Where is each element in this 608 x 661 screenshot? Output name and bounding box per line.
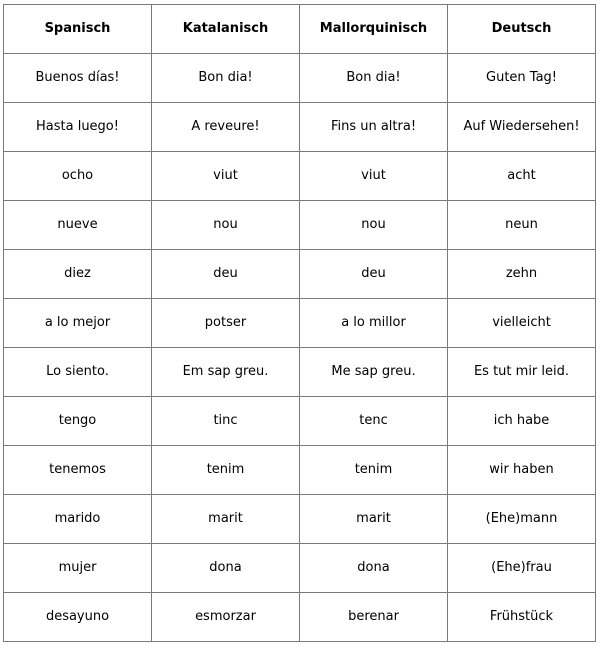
cell-german: ich habe [448,397,596,446]
header-mallorcan: Mallorquinisch [300,5,448,54]
header-row [4,5,596,54]
cell-german: neun [448,201,596,250]
cell-german: Guten Tag! [448,54,596,103]
cell-catalan: Bon dia! [152,54,300,103]
cell-catalan: A reveure! [152,103,300,152]
cell-catalan: viut [152,152,300,201]
cell-german: vielleicht [448,299,596,348]
cell-catalan: tinc [152,397,300,446]
cell-mallorcan: a lo millor [300,299,448,348]
cell-mallorcan: viut [300,152,448,201]
cell-spanish: Hasta luego! [4,103,152,152]
table-row [4,544,596,593]
header-german: Deutsch [448,5,596,54]
cell-mallorcan: nou [300,201,448,250]
cell-spanish: mujer [4,544,152,593]
cell-spanish: desayuno [4,593,152,642]
cell-spanish: a lo mejor [4,299,152,348]
cell-german: wir haben [448,446,596,495]
cell-mallorcan: tenim [300,446,448,495]
table-row [4,103,596,152]
cell-mallorcan: marit [300,495,448,544]
cell-german: zehn [448,250,596,299]
cell-german: Es tut mir leid. [448,348,596,397]
cell-german: acht [448,152,596,201]
table-row [4,152,596,201]
table-row [4,446,596,495]
cell-catalan: dona [152,544,300,593]
cell-catalan: Em sap greu. [152,348,300,397]
cell-german: Frühstück [448,593,596,642]
cell-spanish: diez [4,250,152,299]
cell-catalan: esmorzar [152,593,300,642]
cell-mallorcan: Me sap greu. [300,348,448,397]
table-row [4,397,596,446]
table-row [4,201,596,250]
cell-spanish: tengo [4,397,152,446]
table-row [4,348,596,397]
table-row [4,495,596,544]
table-header [4,5,596,54]
cell-catalan: tenim [152,446,300,495]
vocabulary-table [3,4,596,642]
header-catalan: Katalanisch [152,5,300,54]
cell-spanish: marido [4,495,152,544]
cell-catalan: potser [152,299,300,348]
cell-spanish: tenemos [4,446,152,495]
cell-mallorcan: deu [300,250,448,299]
header-spanish: Spanisch [4,5,152,54]
cell-catalan: marit [152,495,300,544]
cell-mallorcan: dona [300,544,448,593]
cell-spanish: Lo siento. [4,348,152,397]
cell-mallorcan: berenar [300,593,448,642]
cell-mallorcan: tenc [300,397,448,446]
cell-spanish: nueve [4,201,152,250]
cell-german: Auf Wiedersehen! [448,103,596,152]
cell-german: (Ehe)frau [448,544,596,593]
table-row [4,54,596,103]
cell-spanish: ocho [4,152,152,201]
cell-catalan: nou [152,201,300,250]
table-row [4,299,596,348]
table-row [4,593,596,642]
cell-mallorcan: Fins un altra! [300,103,448,152]
cell-spanish: Buenos días! [4,54,152,103]
cell-catalan: deu [152,250,300,299]
cell-mallorcan: Bon dia! [300,54,448,103]
table-row [4,250,596,299]
cell-german: (Ehe)mann [448,495,596,544]
table-body [4,54,596,642]
